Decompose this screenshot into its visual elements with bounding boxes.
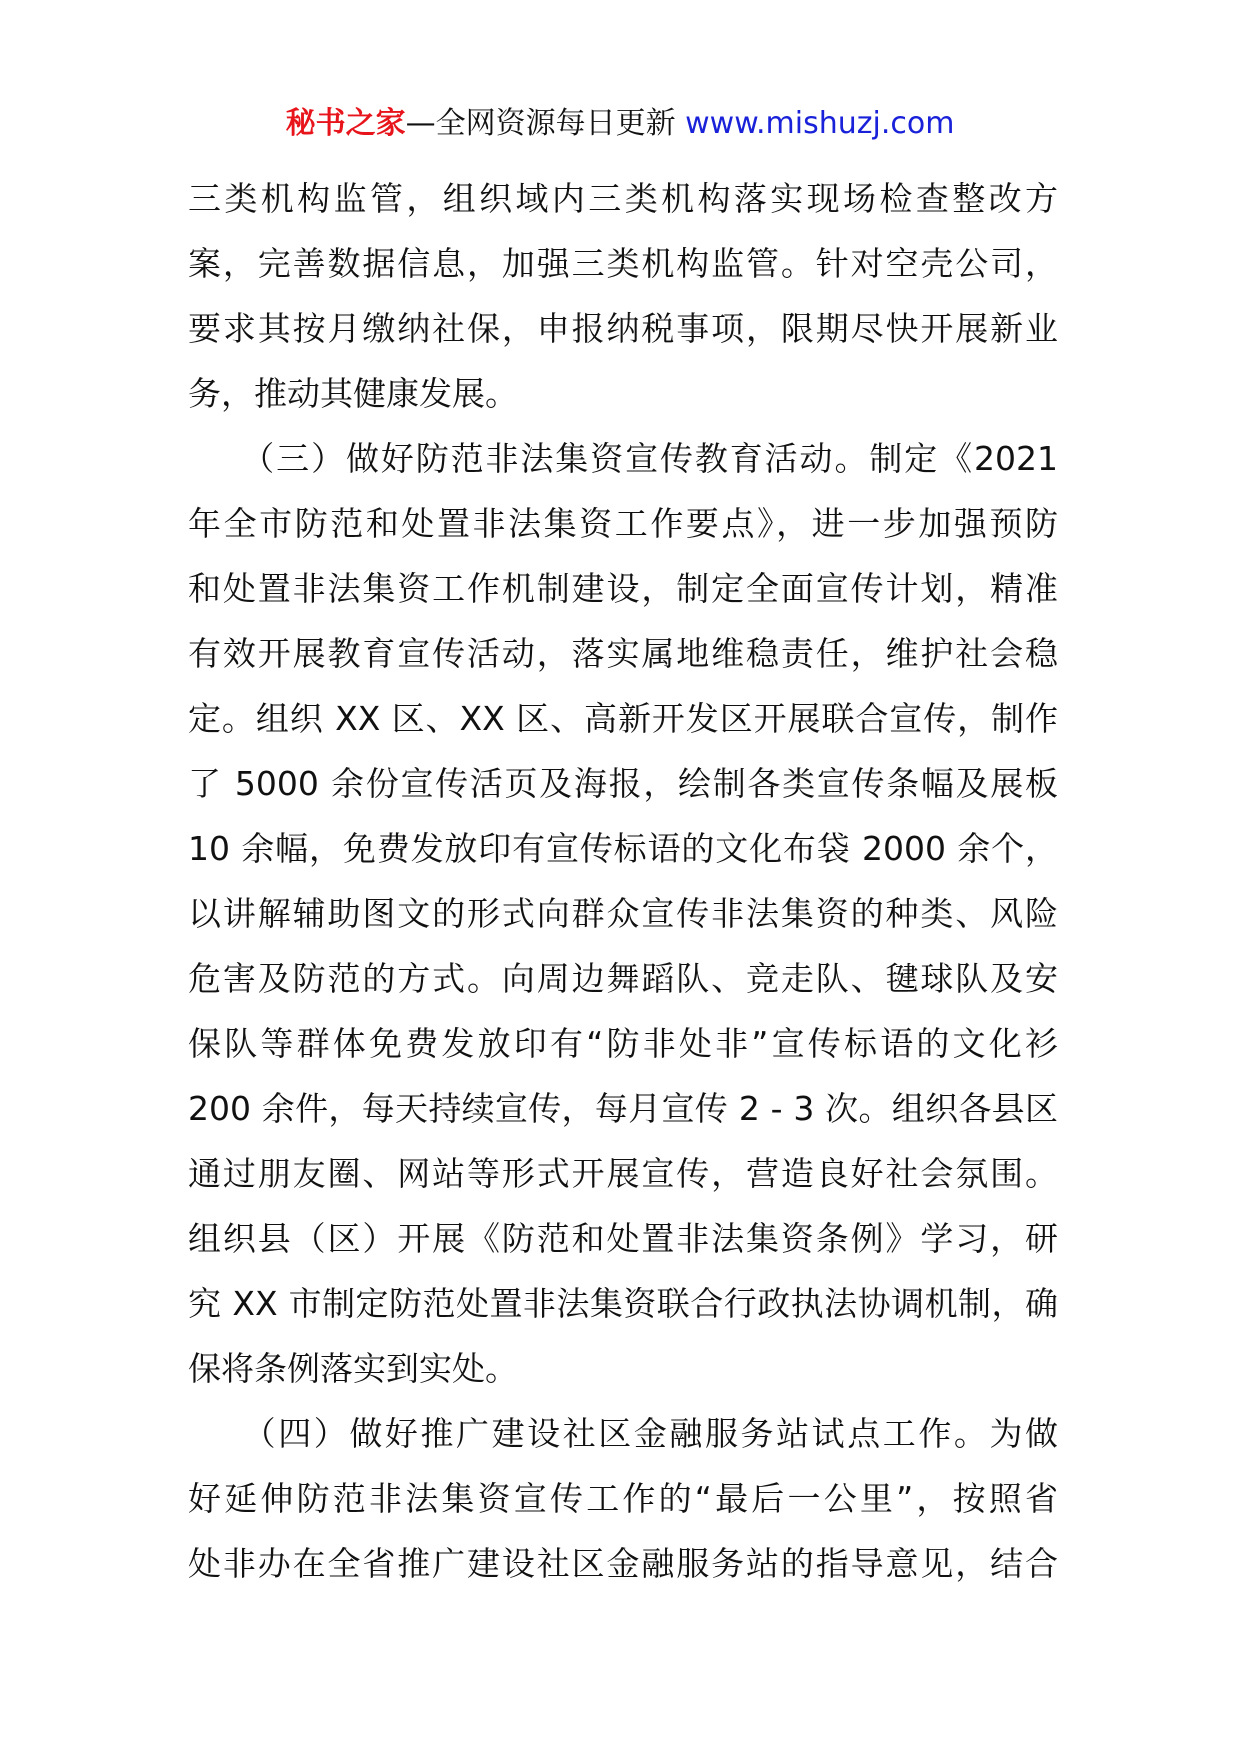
section-heading-line: （四）做好推广建设社区金融服务站试点工作。为做 xyxy=(188,1414,1058,1453)
text-line: 200 余件，每天持续宣传，每月宣传 2 - 3 次。组织各县区 xyxy=(188,1089,1058,1128)
site-header xyxy=(0,104,1240,144)
document-body xyxy=(188,166,1058,1596)
text-line: 了 5000 余份宣传活页及海报，绘制各类宣传条幅及展板 xyxy=(188,764,1058,803)
text-line: 三类机构监管，组织域内三类机构落实现场检查整改方 xyxy=(188,179,1058,218)
text-line: 好延伸防范非法集资宣传工作的“最后一公里”，按照省 xyxy=(188,1479,1058,1518)
text-line: 案，完善数据信息，加强三类机构监管。针对空壳公司， xyxy=(188,244,1058,283)
text-line: 通过朋友圈、网站等形式开展宣传，营造良好社会氛围。 xyxy=(188,1154,1058,1193)
text-line: 定。组织 XX 区、XX 区、高新开发区开展联合宣传，制作 xyxy=(188,699,1058,738)
section-heading-line: （三）做好防范非法集资宣传教育活动。制定《2021 xyxy=(188,439,1058,478)
text-line: 组织县（区）开展《防范和处置非法集资条例》学习，研 xyxy=(188,1219,1058,1258)
text-line: 年全市防范和处置非法集资工作要点》，进一步加强预防 xyxy=(188,504,1058,543)
site-url[interactable]: www.mishuzj.com xyxy=(685,106,955,141)
site-brand: 秘书之家 xyxy=(285,106,406,141)
text-line: 究 XX 市制定防范处置非法集资联合行政执法协调机制，确 xyxy=(188,1284,1058,1323)
text-line: 保队等群体免费发放印有“防非处非”宣传标语的文化衫 xyxy=(188,1024,1058,1063)
text-line: 10 余幅，免费发放印有宣传标语的文化布袋 2000 余个， xyxy=(188,829,1058,868)
text-line: 有效开展教育宣传活动，落实属地维稳责任，维护社会稳 xyxy=(188,634,1058,673)
text-line: 以讲解辅助图文的形式向群众宣传非法集资的种类、风险 xyxy=(188,894,1058,933)
text-line: 要求其按月缴纳社保，申报纳税事项，限期尽快开展新业 xyxy=(188,309,1058,348)
text-line: 和处置非法集资工作机制建设，制定全面宣传计划，精准 xyxy=(188,569,1058,608)
text-line: 危害及防范的方式。向周边舞蹈队、竞走队、毽球队及安 xyxy=(188,959,1058,998)
paragraph-end-line: 保将条例落实到实处。 xyxy=(188,1349,518,1388)
site-tagline: —全网资源每日更新 xyxy=(405,106,676,141)
text-line: 处非办在全省推广建设社区金融服务站的指导意见，结合 xyxy=(188,1544,1058,1583)
paragraph-end-line: 务，推动其健康发展。 xyxy=(188,374,518,413)
